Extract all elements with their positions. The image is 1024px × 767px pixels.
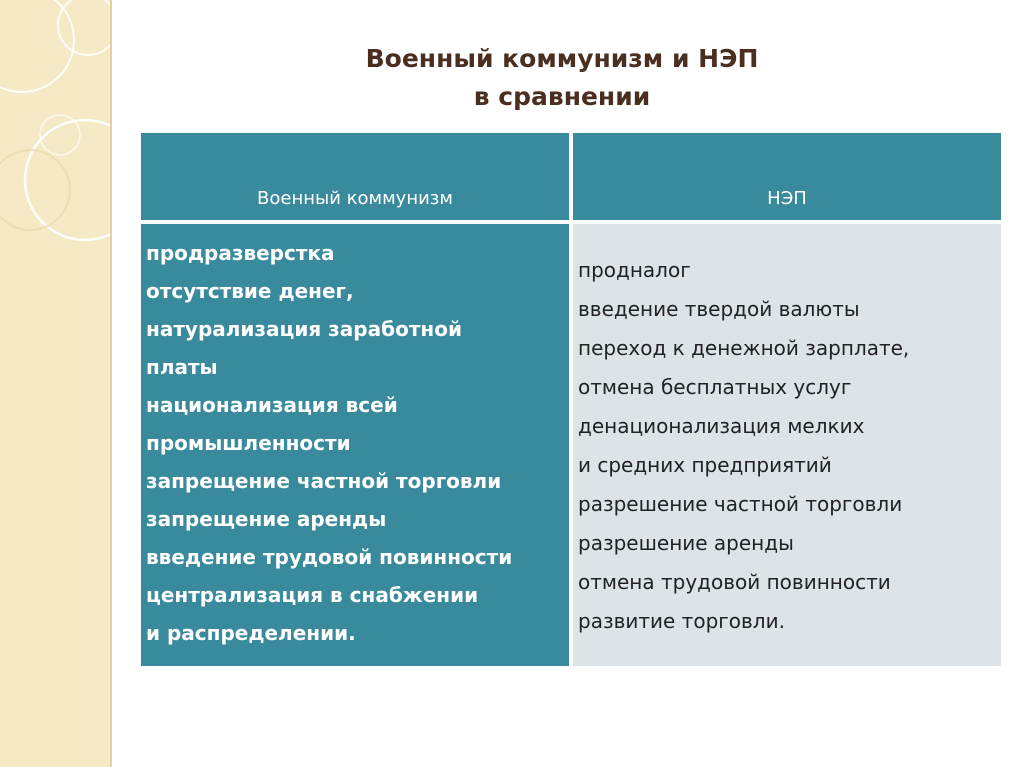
title-line-1: Военный коммунизм и НЭП — [365, 44, 759, 73]
list-item: введение трудовой повинности — [146, 545, 513, 569]
list-item: развитие торговли. — [578, 609, 785, 633]
list-item: денационализация мелких — [578, 414, 865, 438]
list-item: и распределении. — [146, 621, 356, 645]
header-nep — [573, 133, 1001, 220]
header-label: Военный коммунизм — [257, 188, 453, 209]
list-item: введение твердой валюты — [578, 297, 860, 321]
list-item: разрешение аренды — [578, 531, 794, 555]
list-item: продналог — [578, 258, 691, 282]
list-item: национализация всей — [146, 393, 398, 417]
list-item: отмена трудовой повинности — [578, 570, 891, 594]
list-item: переход к денежной зарплате, — [578, 336, 910, 360]
list-item: централизация в снабжении — [146, 583, 479, 607]
decorative-side-strip — [0, 0, 112, 767]
header-label: НЭП — [767, 188, 807, 209]
list-item: запрещение аренды — [146, 507, 387, 531]
list-item: продразверстка — [146, 241, 335, 265]
list-item: натурализация заработной — [146, 317, 462, 341]
nep-list — [578, 251, 909, 641]
list-item: отсутствие денег, — [146, 279, 354, 303]
cell-nep — [573, 224, 1001, 666]
list-item: отмена бесплатных услуг — [578, 375, 852, 399]
slide-title — [112, 40, 1012, 116]
title-line-2: в сравнении — [473, 82, 651, 111]
list-item: промышленности — [146, 431, 351, 455]
list-item: разрешение частной торговли — [578, 492, 903, 516]
decorative-rings — [0, 0, 112, 767]
cell-war-communism — [141, 224, 569, 666]
list-item: и средних предприятий — [578, 453, 832, 477]
comparison-table — [141, 133, 1001, 666]
header-war-communism — [141, 133, 569, 220]
list-item: запрещение частной торговли — [146, 469, 502, 493]
list-item: платы — [146, 355, 218, 379]
war-communism-list — [146, 234, 512, 652]
